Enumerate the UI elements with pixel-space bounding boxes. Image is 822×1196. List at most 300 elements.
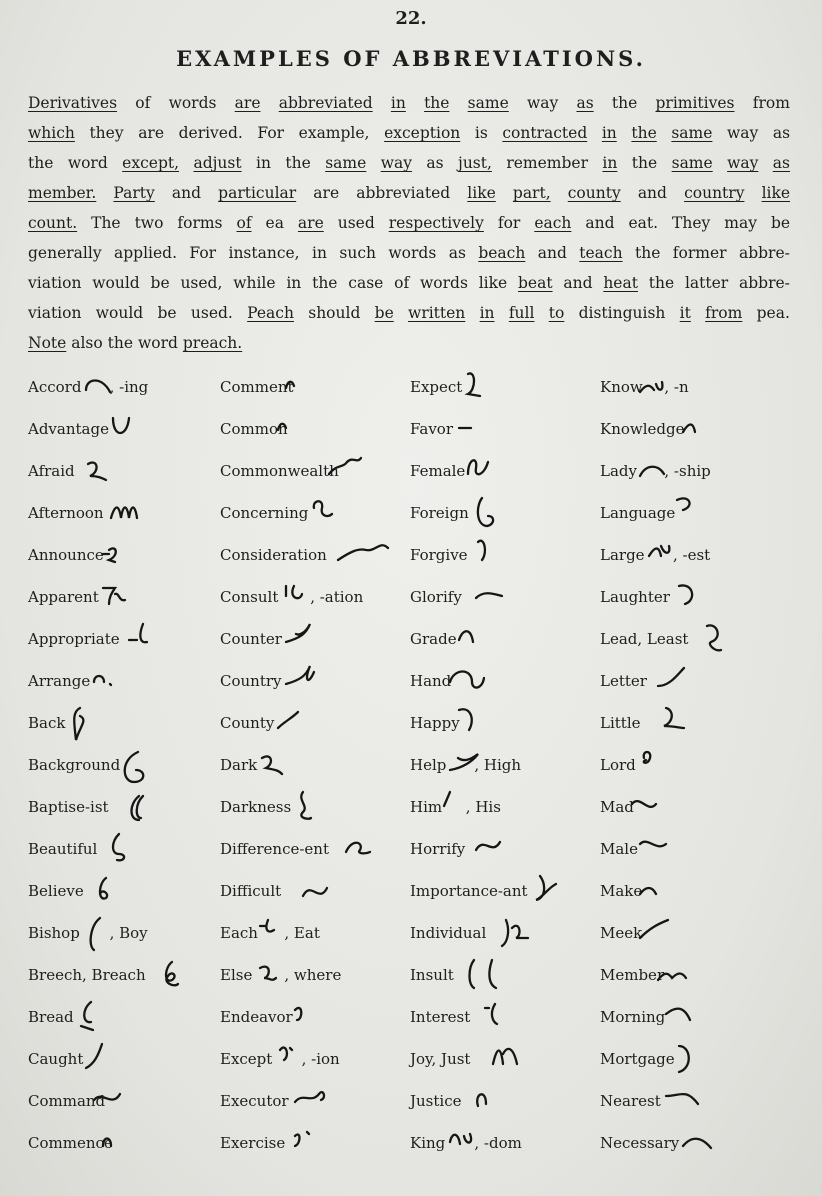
entry-word: Darkness	[220, 798, 292, 816]
appropriate-shorthand-sign	[127, 622, 187, 662]
abbreviation-entry	[410, 454, 605, 494]
entry-word: Female	[410, 462, 466, 480]
entry-word: Laughter	[600, 588, 670, 606]
entry-word: King	[410, 1134, 446, 1152]
entry-word: Breech, Breach	[28, 966, 146, 984]
language-shorthand-sign	[673, 496, 733, 536]
abbreviation-entry	[28, 790, 223, 830]
entry-word: Executor	[220, 1092, 289, 1110]
abbreviation-entry	[220, 622, 415, 662]
shorthand-stroke	[262, 756, 282, 774]
section-heading: EXAMPLES OF ABBREVIATIONS.	[176, 46, 646, 71]
entry-variant-label: , Eat	[284, 924, 320, 942]
shorthand-stroke	[485, 1004, 497, 1024]
country-shorthand-sign	[284, 664, 344, 704]
entry-word: Morning	[600, 1008, 666, 1026]
abbreviation-entry	[220, 370, 415, 410]
entry-word: Accord	[28, 378, 82, 396]
intro-line: count. The two forms of ea are used respectively for each and eat. They may be	[28, 214, 791, 232]
entry-word: Commonwealth	[220, 462, 339, 480]
entry-word: Favor	[410, 420, 454, 438]
morning-shorthand-sign	[664, 1000, 724, 1040]
entry-variant-label: , -dom	[474, 1134, 522, 1152]
abbreviation-entry	[410, 916, 605, 956]
shorthand-stroke	[640, 920, 668, 938]
entry-variant-label: , High	[474, 756, 522, 774]
abbreviation-entry	[600, 580, 795, 620]
baptise-shorthand-sign	[127, 790, 187, 830]
laughter-shorthand-sign	[673, 580, 733, 620]
shorthand-stroke	[640, 842, 666, 847]
entry-variant-label: , -ion	[301, 1050, 340, 1068]
intro-line: Note also the word preach.	[28, 334, 243, 352]
shorthand-stroke	[75, 708, 84, 740]
abbreviation-entry	[600, 958, 795, 998]
entry-variant-label: , -n	[664, 378, 689, 396]
abbreviation-entry	[28, 874, 223, 914]
shorthand-stroke	[493, 1049, 517, 1064]
entry-word: Make	[600, 882, 643, 900]
shorthand-stroke	[94, 1094, 120, 1100]
entry-word: Announce	[28, 546, 104, 564]
dark-shorthand-sign	[258, 748, 318, 788]
county-shorthand-sign	[276, 706, 336, 746]
hand-shorthand-sign	[448, 664, 508, 704]
abbreviation-entry	[600, 1000, 795, 1040]
shorthand-stroke	[103, 588, 125, 604]
necessary-shorthand-sign	[681, 1126, 741, 1166]
abbreviation-entry	[28, 664, 223, 704]
announce-shorthand-sign	[101, 538, 161, 578]
entry-word: Horrify	[410, 840, 466, 858]
entry-variant-label: , His	[465, 798, 501, 816]
shorthand-stroke	[295, 1008, 301, 1020]
justice-shorthand-sign	[474, 1084, 534, 1124]
entry-word: Glorify	[410, 588, 462, 606]
bread-shorthand-sign	[75, 1000, 135, 1040]
abbreviation-entry	[600, 370, 795, 410]
entry-word: Help	[410, 756, 447, 774]
entry-word: County	[220, 714, 275, 732]
shorthand-stroke	[679, 585, 692, 604]
abbreviation-entry	[28, 370, 223, 410]
shorthand-stroke	[88, 463, 106, 480]
breech-shorthand-sign	[152, 958, 212, 998]
endeavor-shorthand-sign	[293, 1000, 353, 1040]
abbreviation-entry	[28, 916, 223, 956]
expect-shorthand-sign	[466, 370, 526, 410]
abbreviation-entry	[600, 454, 795, 494]
entry-word: Baptise-ist	[28, 798, 109, 816]
member-shorthand-sign	[656, 958, 716, 998]
shorthand-stroke	[478, 498, 493, 526]
importance-shorthand-sign	[534, 874, 594, 914]
entry-word: Afternoon	[28, 504, 104, 522]
abbreviation-entry	[410, 412, 605, 452]
shorthand-stroke	[301, 792, 311, 819]
shorthand-stroke	[260, 920, 274, 932]
intro-line: generally applied. For instance, in such words as beach and teach the former abbre-	[28, 244, 790, 262]
difference-shorthand-sign	[344, 832, 404, 872]
entry-word: Importance-ant	[410, 882, 528, 900]
shorthand-stroke	[658, 668, 684, 686]
entry-word: Bishop	[28, 924, 80, 942]
shorthand-stroke	[459, 631, 473, 642]
shorthand-stroke	[280, 1048, 292, 1060]
abbreviation-entry	[220, 496, 415, 536]
entry-variant-label: , -ing	[109, 378, 149, 396]
shorthand-stroke	[286, 666, 314, 684]
abbreviation-entry	[220, 748, 415, 788]
shorthand-stroke	[640, 382, 662, 392]
page-number: 22.	[395, 8, 427, 29]
background-shorthand-sign	[118, 748, 178, 788]
entry-word: Comment	[220, 378, 294, 396]
shorthand-stroke	[94, 676, 111, 685]
shorthand-stroke	[86, 381, 110, 393]
foreign-shorthand-sign	[474, 496, 534, 536]
entry-word: Commence	[28, 1134, 113, 1152]
glorify-shorthand-sign	[474, 580, 534, 620]
shorthand-stroke	[103, 1139, 111, 1147]
intro-line: which they are derived. For example, exception is contracted in the same way as	[28, 124, 791, 142]
abbreviation-entry	[28, 1126, 223, 1166]
abbreviation-entry	[220, 790, 415, 830]
shorthand-stroke	[303, 888, 327, 896]
entry-word: Arrange	[28, 672, 91, 690]
little-shorthand-sign	[656, 706, 716, 746]
shorthand-stroke	[536, 876, 556, 900]
abbreviation-entry	[410, 664, 605, 704]
shorthand-stroke	[90, 918, 99, 950]
shorthand-stroke	[295, 1092, 324, 1102]
entry-word: Interest	[410, 1008, 471, 1026]
entry-word: Beautiful	[28, 840, 98, 858]
abbreviation-entry	[220, 454, 415, 494]
shorthand-stroke	[129, 624, 147, 642]
shorthand-stroke	[286, 382, 294, 388]
shorthand-stroke	[295, 1132, 309, 1146]
shorthand-stroke	[103, 548, 116, 562]
letter-shorthand-sign	[656, 664, 716, 704]
entry-word: Background	[28, 756, 121, 774]
shorthand-stroke	[131, 796, 143, 820]
entry-word: Individual	[410, 924, 487, 942]
shorthand-stroke	[346, 843, 370, 854]
meek-shorthand-sign	[638, 916, 698, 956]
afraid-shorthand-sign	[84, 454, 144, 494]
happy-shorthand-sign	[457, 706, 517, 746]
entry-word: Insult	[410, 966, 454, 984]
shorthand-stroke	[86, 1044, 102, 1068]
afternoon-shorthand-sign	[109, 496, 169, 536]
shorthand-stroke	[338, 545, 388, 560]
entry-word: Necessary	[600, 1134, 680, 1152]
entry-word: Concerning	[220, 504, 309, 522]
entry-word: Male	[600, 840, 638, 858]
abbreviation-entry	[410, 706, 605, 746]
abbreviation-entry	[220, 1000, 415, 1040]
entry-word: Little	[600, 714, 641, 732]
shorthand-stroke	[640, 467, 664, 476]
executor-shorthand-sign	[293, 1084, 353, 1124]
exercise-shorthand-sign	[293, 1126, 353, 1166]
consideration-shorthand-sign	[336, 538, 396, 578]
entry-variant-label: , where	[284, 966, 342, 984]
abbreviation-entry	[600, 1084, 795, 1124]
advantage-shorthand-sign	[109, 412, 169, 452]
abbreviation-entry	[600, 916, 795, 956]
shorthand-stroke	[125, 752, 144, 782]
abbreviation-entry	[410, 538, 605, 578]
abbreviation-entry	[28, 580, 223, 620]
entry-word: Afraid	[28, 462, 75, 480]
shorthand-stroke	[81, 1002, 93, 1030]
abbreviation-entry	[220, 874, 415, 914]
abbreviation-entry	[600, 748, 795, 788]
darkness-shorthand-sign	[293, 790, 353, 830]
abbreviation-entry	[600, 538, 795, 578]
intro-line: viation would be used, while in the case of words like beat and heat the latter abbre-	[28, 274, 790, 292]
interest-shorthand-sign	[483, 1000, 543, 1040]
entry-word: Exercise	[220, 1134, 286, 1152]
shorthand-stroke	[450, 672, 484, 688]
nearest-shorthand-sign	[664, 1084, 724, 1124]
abbreviation-entry	[28, 1042, 223, 1082]
abbreviation-entry	[28, 706, 223, 746]
abbreviation-entry	[220, 706, 415, 746]
entry-word: Meek	[600, 924, 643, 942]
forgive-shorthand-sign	[474, 538, 534, 578]
apparent-shorthand-sign	[101, 580, 161, 620]
difficult-shorthand-sign	[301, 874, 361, 914]
abbreviation-entry	[600, 496, 795, 536]
shorthand-stroke	[111, 508, 137, 519]
entry-word: Hand	[410, 672, 452, 690]
shorthand-stroke	[707, 625, 721, 650]
entry-variant-label: , -ation	[310, 588, 364, 606]
entry-word: Consult	[220, 588, 279, 606]
shorthand-stroke	[477, 1094, 486, 1106]
command-shorthand-sign	[92, 1084, 152, 1124]
entry-word: Back	[28, 714, 66, 732]
entry-word: Difference-ent	[220, 840, 329, 858]
back-shorthand-sign	[66, 706, 126, 746]
abbreviation-entry	[220, 832, 415, 872]
abbreviation-entry	[410, 832, 605, 872]
entry-word: Country	[220, 672, 282, 690]
shorthand-stroke	[113, 834, 124, 860]
entry-word: Forgive	[410, 546, 468, 564]
intro-line: viation would be used. Peach should be written in full to distinguish it from pea.	[28, 304, 790, 322]
entry-variant-label: , Boy	[109, 924, 148, 942]
abbreviation-entry	[28, 1000, 223, 1040]
abbreviation-entry	[28, 1084, 223, 1124]
abbreviation-entry	[220, 1042, 415, 1082]
entry-word: Else	[220, 966, 253, 984]
shorthand-stroke	[450, 1134, 471, 1144]
shorthand-stroke	[100, 878, 107, 899]
entry-word: Lord	[600, 756, 636, 774]
shorthand-stroke	[632, 801, 656, 807]
shorthand-stroke	[278, 712, 298, 728]
lead-shorthand-sign	[699, 622, 759, 662]
intro-line: member. Party and particular are abbreviated like part, county and country like	[28, 184, 791, 202]
abbreviation-entry	[28, 958, 223, 998]
shorthand-stroke	[468, 460, 488, 474]
entry-word: Joy, Just	[410, 1050, 471, 1068]
abbreviation-entry	[410, 1000, 605, 1040]
believe-shorthand-sign	[92, 874, 152, 914]
abbreviation-entry	[600, 1126, 795, 1166]
abbreviation-entry	[28, 622, 223, 662]
knowledge-shorthand-sign	[681, 412, 741, 452]
entry-word: Justice	[410, 1092, 462, 1110]
abbreviation-entry	[220, 1126, 415, 1166]
arrange-shorthand-sign	[92, 664, 152, 704]
abbreviation-entry	[28, 832, 223, 872]
favor-shorthand-sign	[457, 412, 517, 452]
entry-word: Know	[600, 378, 643, 396]
individual-shorthand-sign	[500, 916, 560, 956]
abbreviation-entry	[600, 706, 795, 746]
shorthand-stroke	[649, 546, 669, 556]
entry-word: Counter	[220, 630, 282, 648]
abbreviation-entry	[410, 874, 605, 914]
entry-word: Happy	[410, 714, 460, 732]
entry-word: Endeavor	[220, 1008, 293, 1026]
abbreviation-entry	[600, 412, 795, 452]
entry-word: Expect	[410, 378, 463, 396]
abbreviation-entry	[220, 580, 415, 620]
abbreviation-entry	[600, 664, 795, 704]
abbreviation-entry	[410, 790, 605, 830]
shorthand-stroke	[166, 962, 178, 985]
abbreviation-entry	[410, 1126, 605, 1166]
abbreviation-entry	[220, 958, 415, 998]
abbreviation-entry	[600, 790, 795, 830]
concerning-shorthand-sign	[310, 496, 370, 536]
female-shorthand-sign	[466, 454, 526, 494]
commence-shorthand-sign	[101, 1126, 161, 1166]
abbreviation-entry	[28, 748, 223, 788]
male-shorthand-sign	[638, 832, 698, 872]
entry-word: Letter	[600, 672, 647, 690]
abbreviation-entry	[410, 580, 605, 620]
abbreviation-entry	[600, 874, 795, 914]
shorthand-stroke	[677, 498, 690, 510]
shorthand-stroke	[644, 752, 651, 763]
entry-word: Knowledge	[600, 420, 685, 438]
intro-line: the word except, adjust in the same way as just, remember in the same way as	[28, 154, 790, 172]
shorthand-stroke	[683, 1139, 711, 1148]
abbreviation-entry	[410, 1084, 605, 1124]
abbreviation-entry	[600, 1042, 795, 1082]
grade-shorthand-sign	[457, 622, 517, 662]
shorthand-stroke	[329, 458, 361, 474]
mortgage-shorthand-sign	[673, 1042, 733, 1082]
abbreviation-entry	[220, 1084, 415, 1124]
entry-word: Bread	[28, 1008, 74, 1026]
shorthand-stroke	[476, 593, 502, 598]
counter-shorthand-sign	[284, 622, 344, 662]
shorthand-stroke	[260, 967, 276, 980]
shorthand-stroke	[640, 888, 656, 894]
shorthand-stroke	[476, 842, 500, 850]
entry-word: Each	[220, 924, 258, 942]
abbreviation-entry	[220, 916, 415, 956]
entry-word: Appropriate	[28, 630, 120, 648]
shorthand-stroke	[658, 974, 686, 981]
mad-shorthand-sign	[630, 790, 690, 830]
entry-word: Caught	[28, 1050, 84, 1068]
abbreviation-entry	[600, 622, 795, 662]
comment-shorthand-sign	[284, 370, 344, 410]
shorthand-stroke	[666, 1009, 690, 1020]
entry-word: Believe	[28, 882, 84, 900]
abbreviation-entry	[600, 832, 795, 872]
entry-word: Mortgage	[600, 1050, 675, 1068]
shorthand-stroke	[478, 541, 485, 560]
entry-word: Common	[220, 420, 288, 438]
entry-word: Grade	[410, 630, 457, 648]
entry-word: Him	[410, 798, 443, 816]
shorthand-stroke	[502, 920, 528, 946]
shorthand-stroke	[314, 501, 332, 516]
entry-word: Nearest	[600, 1092, 661, 1110]
entry-word: Difficult	[220, 882, 282, 900]
entry-word: Lady	[600, 462, 637, 480]
shorthand-stroke	[664, 708, 684, 728]
abbreviation-entry	[220, 664, 415, 704]
shorthand-stroke	[468, 373, 480, 396]
shorthand-stroke	[666, 1094, 698, 1104]
entry-variant-label: , -ship	[664, 462, 711, 480]
intro-line: Derivatives of words are abbreviated in the same way as the primitives from	[28, 94, 790, 112]
commonwealth-shorthand-sign	[327, 454, 387, 494]
entry-word: Lead, Least	[600, 630, 689, 648]
entry-variant-label: , -est	[673, 546, 711, 564]
entry-word: Foreign	[410, 504, 469, 522]
shorthand-stroke	[459, 709, 472, 730]
entry-word: Language	[600, 504, 676, 522]
abbreviation-entry	[28, 538, 223, 578]
abbreviation-entry	[410, 748, 605, 788]
shorthand-stroke	[683, 425, 695, 433]
abbreviation-entry	[220, 538, 415, 578]
abbreviation-entry	[220, 412, 415, 452]
lord-shorthand-sign	[638, 748, 698, 788]
caught-shorthand-sign	[84, 1042, 144, 1082]
shorthand-stroke	[286, 624, 310, 642]
shorthand-stroke	[444, 792, 450, 806]
shorthand-stroke	[679, 1046, 689, 1072]
abbreviation-entry	[28, 454, 223, 494]
shorthand-stroke	[113, 418, 129, 433]
intro-paragraph	[28, 88, 790, 358]
entry-word: Except	[220, 1050, 273, 1068]
horrify-shorthand-sign	[474, 832, 534, 872]
insult-shorthand-sign	[466, 958, 526, 998]
make-shorthand-sign	[638, 874, 698, 914]
abbreviation-entry	[28, 496, 223, 536]
abbreviation-entry	[410, 496, 605, 536]
common-shorthand-sign	[276, 412, 336, 452]
entry-word: Mad	[600, 798, 634, 816]
abbreviation-entry	[410, 1042, 605, 1082]
entry-word: Dark	[220, 756, 258, 774]
abbreviation-entry	[410, 958, 605, 998]
